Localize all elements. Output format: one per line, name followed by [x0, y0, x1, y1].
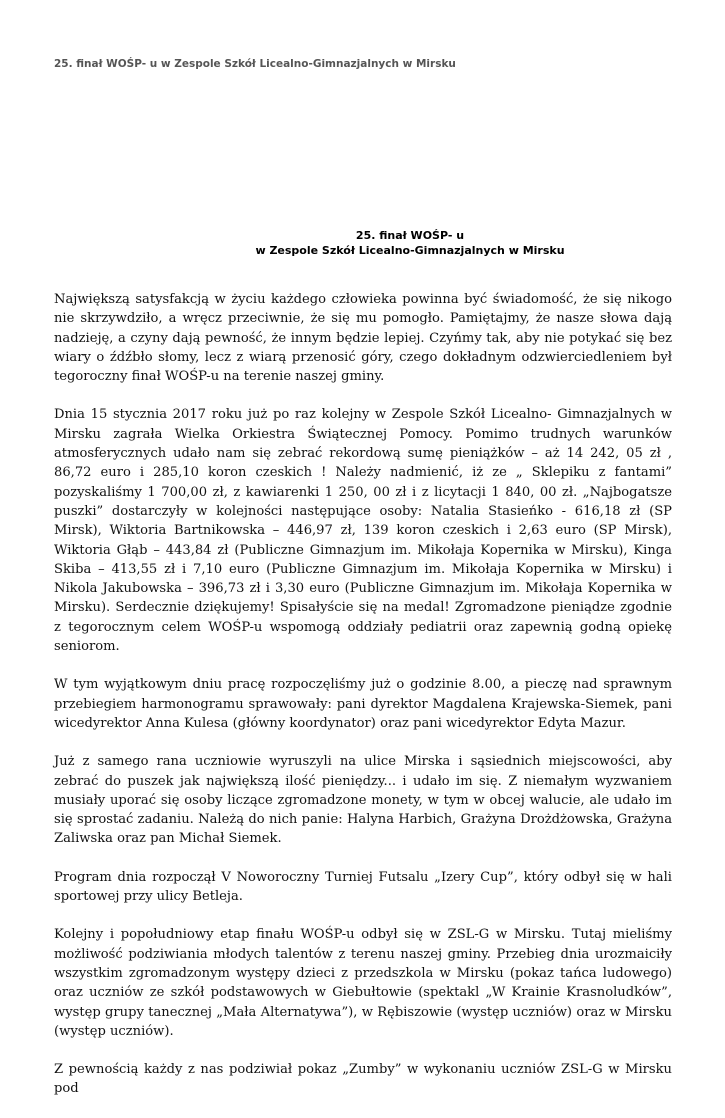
paragraph: Z pewnością każdy z nas podziwiał pokaz „Zumby” w wykonaniu uczniów ZSL-G w Mirsku pod — [54, 1062, 672, 1097]
paragraph: Dnia 15 stycznia 2017 roku już po raz kolejny w Zespole Szkół Licealno- Gimnazjalnych w Mirsku zagrała Wielka Orkiestra Świątecznej Pomocy. Pomimo trudnych warunków atmosferycznych udało nam się zebrać rekordową sumę pieniążków – aż 14 242, 05 zł , 86,72 euro i 285,10 koron czeskich ! Należy nadmienić, iż ze „ Sklepiku z fantami” pozyskaliśmy 1 700,00 zł, z kawiarenki 1 250, 00 zł i z licytacji 1 840, 00 zł. „Najbogatsze puszki” dostarczyły w kolejności następujące osoby: Natalia Stasieńko - 616,18 zł (SP Mirsk), Wiktoria Bartnikowska – 446,97 zł, 139 koron czeskich i 2,63 euro (SP Mirsk), Wiktoria Głąb – 443,84 zł (Publiczne Gimnazjum im. Mikołaja Kopernika w Mirsku), Kinga Skiba – 413,55 zł i 7,10 euro (Publiczne Gimnazjum im. Mikołaja Kopernika w Mirsku) i Nikola Jakubowska – 396,73 zł i 3,30 euro (Publiczne Gimnazjum im. Mikołaja Kopernika w Mirsku). Serdecznie dziękujemy! Spisałyście się na medal! Zgromadzone pieniądze zgodnie z tegorocznym celem WOŚP-u wspomogą oddziały pediatrii oraz zapewnią godną opiekę seniorom. — [54, 407, 672, 655]
article-body — [54, 290, 672, 1118]
title-line-1: 25. finał WOŚP- u — [355, 229, 465, 242]
running-header: 25. finał WOŚP- u w Zespole Szkół Licealno-Gimnazjalnych w Mirsku — [54, 58, 456, 70]
article-title — [0, 228, 725, 258]
paragraph: Największą satysfakcją w życiu każdego człowieka powinna być świadomość, że się nikogo nie skrzywdziło, a wręcz przeciwnie, że się mu pomogło. Pamiętajmy, że nasze słowa dają nadzieję, a czyny dają pewność, że innym będzie lepiej. Czyńmy tak, aby nie potykać się bez wiary o źdźbło słomy, lecz z wiarą przenosić góry, czego dokładnym odzwierciedleniem był tegoroczny finał WOŚP-u na terenie naszej gminy. — [54, 292, 672, 385]
paragraph: Już z samego rana uczniowie wyruszyli na ulice Mirska i sąsiednich miejscowości, aby zebrać do puszek jak największą ilość pieniędzy... i udało im się. Z niemałym wyzwaniem musiały uporać się osoby liczące zgromadzone monety, w tym w obcej walucie, ale udało im się sprostać zadaniu. Należą do nich panie: Halyna Harbich, Grażyna Drożdżowska, Grażyna Zaliwska oraz pan Michał Siemek. — [54, 754, 672, 847]
paragraph: W tym wyjątkowym dniu pracę rozpoczęliśmy już o godzinie 8.00, a pieczę nad sprawnym przebiegiem harmonogramu sprawowały: pani dyrektor Magdalena Krajewska-Siemek, pani wicedyrektor Anna Kulesa (główny koordynator) oraz pani wicedyrektor Edyta Mazur. — [54, 677, 672, 731]
title-line-2: w Zespole Szkół Licealno-Gimnazjalnych w Mirsku — [255, 244, 565, 257]
paragraph: Program dnia rozpoczął V Noworoczny Turniej Futsalu „Izery Cup”, który odbył się w hali sportowej przy ulicy Betleja. — [54, 869, 672, 905]
paragraph: Kolejny i popołudniowy etap finału WOŚP-u odbył się w ZSL-G w Mirsku. Tutaj mieliśmy możliwość podziwiania młodych talentów z terenu naszej gminy. Przebieg dnia urozmaiciły wszystkim zgromadzonym występy dzieci z przedszkola w Mirsku (pokaz tańca ludowego) oraz uczniów ze szkół podstawowych w Giebułtowie (spektakl „W Krainie Krasnoludków”, występ grupy tanecznej „Mała Alternatywa”), w Rębiszowie (występ uczniów) oraz w Mirsku (występ uczniów). — [54, 927, 672, 1039]
